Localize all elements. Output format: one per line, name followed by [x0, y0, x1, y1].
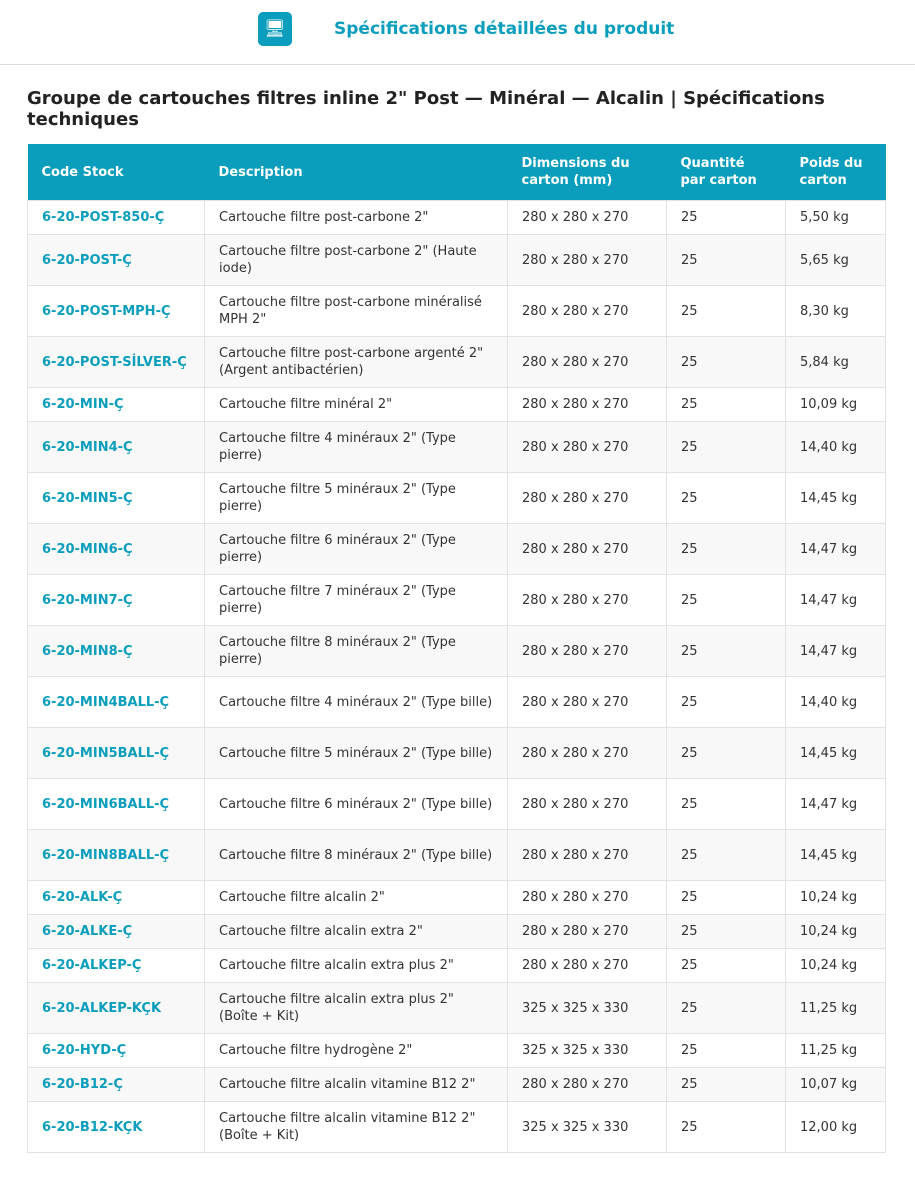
column-header-quantity: Quantité par carton: [667, 144, 786, 201]
table-row: [28, 881, 886, 915]
table-row: [28, 286, 886, 337]
spec-table: [27, 144, 886, 1153]
table-row: [28, 235, 886, 286]
cell-quantity: 25: [667, 388, 786, 422]
cell-description: Cartouche filtre hydrogène 2": [205, 1034, 508, 1068]
cell-dimensions: 280 x 280 x 270: [508, 524, 667, 575]
cell-code[interactable]: 6-20-POST-Ç: [28, 235, 205, 286]
cell-weight: 14,40 kg: [786, 677, 886, 728]
cell-weight: 10,24 kg: [786, 949, 886, 983]
column-header-weight: Poids du carton: [786, 144, 886, 201]
cell-quantity: 25: [667, 575, 786, 626]
cell-dimensions: 325 x 325 x 330: [508, 1102, 667, 1153]
cell-weight: 5,65 kg: [786, 235, 886, 286]
cell-description: Cartouche filtre 5 minéraux 2" (Type pierre): [205, 473, 508, 524]
cell-description: Cartouche filtre post-carbone 2" (Haute iode): [205, 235, 508, 286]
table-row: [28, 915, 886, 949]
cell-description: Cartouche filtre alcalin 2": [205, 881, 508, 915]
cell-weight: 12,00 kg: [786, 1102, 886, 1153]
table-row: [28, 949, 886, 983]
cell-description: Cartouche filtre 8 minéraux 2" (Type pierre): [205, 626, 508, 677]
table-row: [28, 983, 886, 1034]
cell-dimensions: 280 x 280 x 270: [508, 830, 667, 881]
cell-description: Cartouche filtre post-carbone 2": [205, 201, 508, 235]
cell-dimensions: 280 x 280 x 270: [508, 728, 667, 779]
table-row: [28, 473, 886, 524]
cell-quantity: 25: [667, 235, 786, 286]
cell-dimensions: 280 x 280 x 270: [508, 1068, 667, 1102]
cell-weight: 5,50 kg: [786, 201, 886, 235]
cell-dimensions: 280 x 280 x 270: [508, 201, 667, 235]
cell-code[interactable]: 6-20-MIN7-Ç: [28, 575, 205, 626]
cell-weight: 11,25 kg: [786, 1034, 886, 1068]
cell-quantity: 25: [667, 728, 786, 779]
cell-dimensions: 280 x 280 x 270: [508, 677, 667, 728]
cell-weight: 14,47 kg: [786, 626, 886, 677]
cell-weight: 14,40 kg: [786, 422, 886, 473]
cell-code[interactable]: 6-20-ALKEP-KÇK: [28, 983, 205, 1034]
table-row: [28, 779, 886, 830]
cell-quantity: 25: [667, 524, 786, 575]
cell-weight: 14,45 kg: [786, 728, 886, 779]
cell-description: Cartouche filtre 4 minéraux 2" (Type pierre): [205, 422, 508, 473]
cell-weight: 14,45 kg: [786, 473, 886, 524]
cell-code[interactable]: 6-20-ALKEP-Ç: [28, 949, 205, 983]
cell-weight: 8,30 kg: [786, 286, 886, 337]
cell-code[interactable]: 6-20-MIN6BALL-Ç: [28, 779, 205, 830]
table-row: [28, 422, 886, 473]
cell-weight: 11,25 kg: [786, 983, 886, 1034]
cell-code[interactable]: 6-20-MIN8BALL-Ç: [28, 830, 205, 881]
cell-description: Cartouche filtre minéral 2": [205, 388, 508, 422]
cell-code[interactable]: 6-20-B12-Ç: [28, 1068, 205, 1102]
page-header: [0, 0, 915, 65]
cell-dimensions: 280 x 280 x 270: [508, 881, 667, 915]
table-row: [28, 575, 886, 626]
cell-quantity: 25: [667, 422, 786, 473]
cell-quantity: 25: [667, 915, 786, 949]
cell-description: Cartouche filtre alcalin extra plus 2": [205, 949, 508, 983]
cell-code[interactable]: 6-20-POST-850-Ç: [28, 201, 205, 235]
cell-code[interactable]: 6-20-MIN8-Ç: [28, 626, 205, 677]
cell-quantity: 25: [667, 337, 786, 388]
cell-dimensions: 280 x 280 x 270: [508, 422, 667, 473]
table-row: [28, 626, 886, 677]
cell-dimensions: 280 x 280 x 270: [508, 949, 667, 983]
cell-weight: 10,24 kg: [786, 915, 886, 949]
cell-dimensions: 325 x 325 x 330: [508, 1034, 667, 1068]
cell-dimensions: 280 x 280 x 270: [508, 337, 667, 388]
cell-description: Cartouche filtre 5 minéraux 2" (Type bille): [205, 728, 508, 779]
cell-dimensions: 280 x 280 x 270: [508, 235, 667, 286]
table-row: [28, 1068, 886, 1102]
cell-quantity: 25: [667, 1068, 786, 1102]
cell-quantity: 25: [667, 779, 786, 830]
header-title: Spécifications détaillées du produit: [334, 19, 675, 39]
table-header-row: [28, 144, 886, 201]
cell-code[interactable]: 6-20-MIN6-Ç: [28, 524, 205, 575]
cell-description: Cartouche filtre alcalin extra 2": [205, 915, 508, 949]
cell-dimensions: 280 x 280 x 270: [508, 286, 667, 337]
cell-quantity: 25: [667, 1034, 786, 1068]
cell-weight: 10,24 kg: [786, 881, 886, 915]
cell-code[interactable]: 6-20-POST-SİLVER-Ç: [28, 337, 205, 388]
cell-code[interactable]: 6-20-MIN-Ç: [28, 388, 205, 422]
table-row: [28, 337, 886, 388]
cell-quantity: 25: [667, 881, 786, 915]
cell-code[interactable]: 6-20-B12-KÇK: [28, 1102, 205, 1153]
cell-dimensions: 280 x 280 x 270: [508, 575, 667, 626]
cell-quantity: 25: [667, 830, 786, 881]
cell-description: Cartouche filtre 6 minéraux 2" (Type bille): [205, 779, 508, 830]
table-row: [28, 1102, 886, 1153]
cell-dimensions: 280 x 280 x 270: [508, 473, 667, 524]
cell-quantity: 25: [667, 286, 786, 337]
column-header-description: Description: [205, 144, 508, 201]
cell-weight: 14,47 kg: [786, 779, 886, 830]
cell-code[interactable]: 6-20-HYD-Ç: [28, 1034, 205, 1068]
cell-weight: 14,47 kg: [786, 575, 886, 626]
cell-description: Cartouche filtre 8 minéraux 2" (Type bille): [205, 830, 508, 881]
cell-quantity: 25: [667, 677, 786, 728]
table-row: [28, 388, 886, 422]
cell-dimensions: 280 x 280 x 270: [508, 779, 667, 830]
table-row: [28, 677, 886, 728]
cell-weight: 14,45 kg: [786, 830, 886, 881]
cell-description: Cartouche filtre alcalin vitamine B12 2": [205, 1068, 508, 1102]
column-header-code: Code Stock: [28, 144, 205, 201]
table-row: [28, 830, 886, 881]
table-row: [28, 201, 886, 235]
cell-description: Cartouche filtre 7 minéraux 2" (Type pierre): [205, 575, 508, 626]
cell-description: Cartouche filtre 6 minéraux 2" (Type pierre): [205, 524, 508, 575]
cell-dimensions: 280 x 280 x 270: [508, 388, 667, 422]
cell-quantity: 25: [667, 949, 786, 983]
cell-quantity: 25: [667, 201, 786, 235]
cell-code[interactable]: 6-20-POST-MPH-Ç: [28, 286, 205, 337]
column-header-dimensions: Dimensions du carton (mm): [508, 144, 667, 201]
cell-dimensions: 325 x 325 x 330: [508, 983, 667, 1034]
cell-description: Cartouche filtre alcalin vitamine B12 2" (Boîte + Kit): [205, 1102, 508, 1153]
cell-dimensions: 280 x 280 x 270: [508, 915, 667, 949]
table-row: [28, 728, 886, 779]
cell-weight: 10,09 kg: [786, 388, 886, 422]
cell-quantity: 25: [667, 1102, 786, 1153]
cell-quantity: 25: [667, 983, 786, 1034]
cell-code[interactable]: 6-20-MIN4BALL-Ç: [28, 677, 205, 728]
cell-weight: 5,84 kg: [786, 337, 886, 388]
cell-code[interactable]: 6-20-ALK-Ç: [28, 881, 205, 915]
cell-code[interactable]: 6-20-MIN5-Ç: [28, 473, 205, 524]
cell-code[interactable]: 6-20-MIN4-Ç: [28, 422, 205, 473]
monitor-icon: 🖥: [258, 12, 292, 46]
table-row: [28, 1034, 886, 1068]
cell-code[interactable]: 6-20-MIN5BALL-Ç: [28, 728, 205, 779]
cell-dimensions: 280 x 280 x 270: [508, 626, 667, 677]
cell-quantity: 25: [667, 626, 786, 677]
table-row: [28, 524, 886, 575]
cell-description: Cartouche filtre post-carbone minéralisé MPH 2": [205, 286, 508, 337]
cell-weight: 10,07 kg: [786, 1068, 886, 1102]
cell-description: Cartouche filtre post-carbone argenté 2" (Argent antibactérien): [205, 337, 508, 388]
cell-description: Cartouche filtre alcalin extra plus 2" (Boîte + Kit): [205, 983, 508, 1034]
cell-weight: 14,47 kg: [786, 524, 886, 575]
cell-quantity: 25: [667, 473, 786, 524]
cell-code[interactable]: 6-20-ALKE-Ç: [28, 915, 205, 949]
page-title: Groupe de cartouches filtres inline 2" Post — Minéral — Alcalin | Spécifications techniques: [27, 88, 825, 130]
cell-description: Cartouche filtre 4 minéraux 2" (Type bille): [205, 677, 508, 728]
